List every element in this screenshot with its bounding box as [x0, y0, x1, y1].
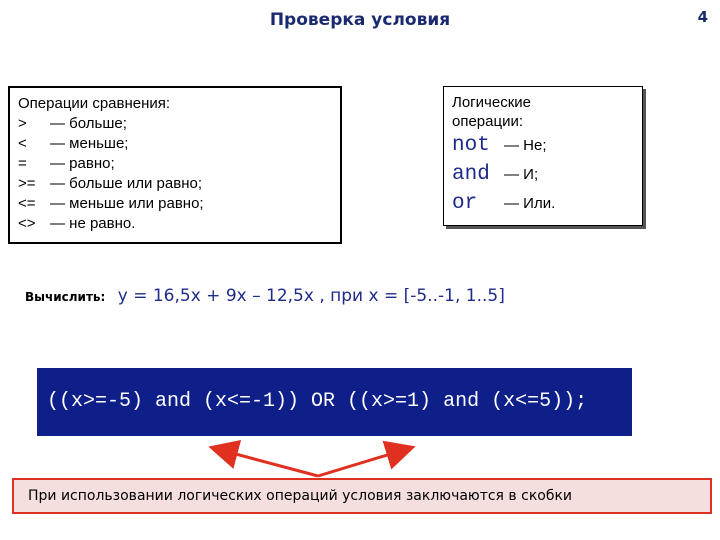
- arrow-right: [318, 449, 407, 476]
- operator: <>: [18, 215, 36, 232]
- comparison-heading: Операции сравнения:: [18, 95, 171, 112]
- calc-label: Вычислить:: [25, 290, 106, 304]
- operator: <: [18, 135, 27, 152]
- note-box: При использовании логических операций условия заключаются в скобки: [12, 478, 712, 514]
- operator: =: [18, 155, 27, 172]
- operator-desc: — не равно.: [50, 215, 136, 232]
- logical-keyword: or: [452, 192, 478, 215]
- operator-desc: — равно;: [50, 155, 115, 172]
- logical-desc: — Не;: [504, 137, 547, 154]
- operator-desc: — больше;: [50, 115, 127, 132]
- operator-desc: — меньше или равно;: [50, 195, 204, 212]
- logical-keyword: not: [452, 134, 490, 157]
- operator-desc: — больше или равно;: [50, 175, 203, 192]
- arrow-left: [217, 449, 318, 476]
- operator: >=: [18, 175, 36, 192]
- slide-title: Проверка условия: [269, 10, 451, 30]
- logical-heading-line2: операции:: [452, 113, 524, 130]
- code-block: ((x>=-5) and (x<=-1)) OR ((x>=1) and (x<=5));: [37, 368, 632, 436]
- logical-heading-line1: Логические: [452, 94, 531, 111]
- operator: <=: [18, 195, 36, 212]
- operator: >: [18, 115, 27, 132]
- calc-formula: y = 16,5x + 9x – 12,5x , при x = [-5..-1, 1..5]: [117, 286, 505, 306]
- logical-keyword: and: [452, 163, 490, 186]
- logical-desc: — Или.: [504, 195, 556, 212]
- logical-desc: — И;: [504, 166, 539, 183]
- page-number: 4: [697, 8, 708, 26]
- operator-desc: — меньше;: [50, 135, 129, 152]
